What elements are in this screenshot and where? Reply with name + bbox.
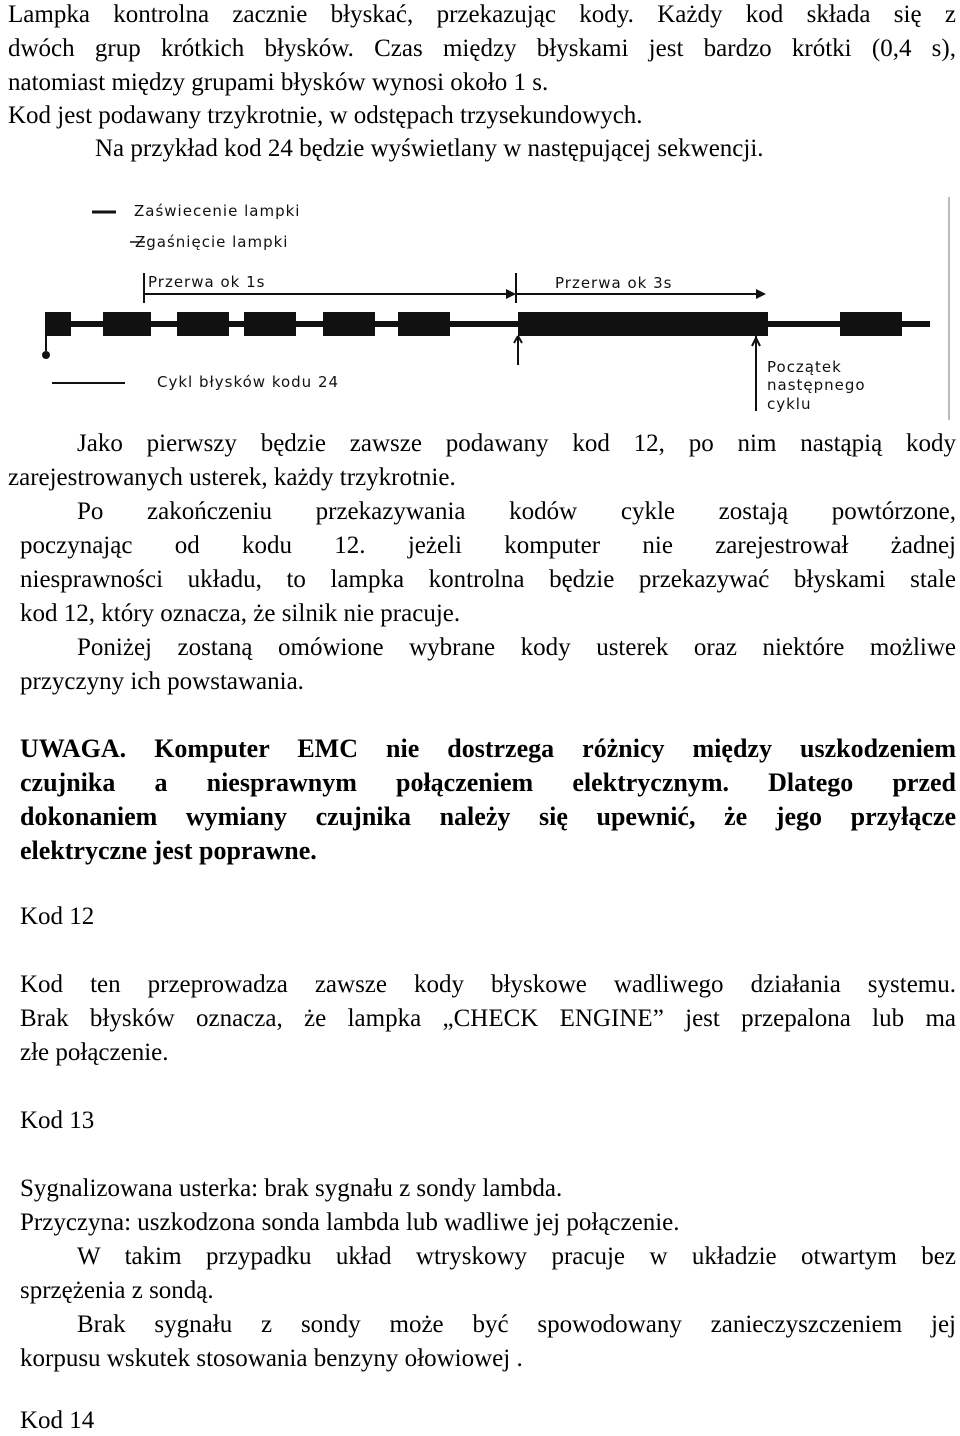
code13-line-1: Sygnalizowana usterka: brak sygnału z sondy lambda. xyxy=(20,1175,563,1202)
para2-line-1: Jako pierwszy będzie zawsze podawany kod 12, po nim nastąpią kody xyxy=(77,430,956,457)
label-cycle: Cykl błysków kodu 24 xyxy=(157,373,340,391)
para2-line-2: zarejestrowanych usterek, każdy trzykrotnie. xyxy=(8,464,456,491)
code13-line-5: Brak sygnału z sondy może być spowodowany zanieczyszczeniem jej xyxy=(77,1311,956,1338)
para2-line-7: Poniżej zostaną omówione wybrane kody usterek oraz niektóre możliwe xyxy=(77,634,956,661)
label-next-cycle-3: cyklu xyxy=(767,395,812,413)
code14-heading: Kod 14 xyxy=(20,1407,95,1434)
warning-line-1: UWAGA. Komputer EMC nie dostrzega różnicy między uszkodzeniem xyxy=(20,734,956,763)
intro-line-4: Kod jest podawany trzykrotnie, w odstępach trzysekundowych. xyxy=(8,102,643,129)
para2-line-5: niesprawności układu, to lampka kontrolna będzie przekazywać błyskami stale xyxy=(20,566,956,593)
code12-line-1: Kod ten przeprowadza zawsze kody błyskowe wadliwego działania systemu. xyxy=(20,971,956,998)
label-lamp-off: Zgaśnięcie lampki xyxy=(135,233,289,251)
code13-heading: Kod 13 xyxy=(20,1107,95,1134)
label-next-cycle-2: następnego xyxy=(767,376,866,394)
code13-line-3: W takim przypadku układ wtryskowy pracuje w układzie otwartym bez xyxy=(77,1243,956,1270)
para2-line-6: kod 12, który oznacza, że silnik nie pracuje. xyxy=(20,600,461,627)
label-pause-3s: Przerwa ok 3s xyxy=(555,274,673,292)
warning-line-4: elektryczne jest poprawne. xyxy=(20,836,317,865)
label-next-cycle-1: Początek xyxy=(767,358,842,376)
para2-line-3: Po zakończeniu przekazywania kodów cykle zostają powtórzone, xyxy=(77,498,956,525)
code13-line-4: sprzężenia z sondą. xyxy=(20,1277,214,1304)
code13-line-6: korpusu wskutek stosowania benzyny ołowiowej . xyxy=(20,1345,523,1372)
label-pause-1s: Przerwa ok 1s xyxy=(148,273,266,291)
warning-line-2: czujnika a niesprawnym połączeniem elektrycznym. Dlatego przed xyxy=(20,768,956,797)
code12-line-2: Brak błysków oznacza, że lampka „CHECK ENGINE” jest przepalona lub ma xyxy=(20,1005,956,1032)
code12-line-3: złe połączenie. xyxy=(20,1039,169,1066)
code13-line-2: Przyczyna: uszkodzona sonda lambda lub wadliwe jej połączenie. xyxy=(20,1209,680,1236)
para2-line-8: przyczyny ich powstawania. xyxy=(20,668,304,695)
intro-line-1: Lampka kontrolna zacznie błyskać, przekazując kody. Każdy kod składa się z xyxy=(8,1,956,28)
intro-line-5: Na przykład kod 24 będzie wyświetlany w następującej sekwencji. xyxy=(95,135,764,162)
flash-sequence-diagram xyxy=(40,195,955,420)
code12-heading: Kod 12 xyxy=(20,903,95,930)
intro-line-2: dwóch grup krótkich błysków. Czas między błyskami jest bardzo krótki (0,4 s), xyxy=(8,35,956,62)
para2-line-4: poczynając od kodu 12. jeżeli komputer nie zarejestrował żadnej xyxy=(20,532,956,559)
label-lamp-on: Zaświecenie lampki xyxy=(134,202,301,220)
intro-line-3: natomiast między grupami błysków wynosi około 1 s. xyxy=(8,69,549,96)
warning-line-3: dokonaniem wymiany czujnika należy się upewnić, że jego przyłącze xyxy=(20,802,956,831)
